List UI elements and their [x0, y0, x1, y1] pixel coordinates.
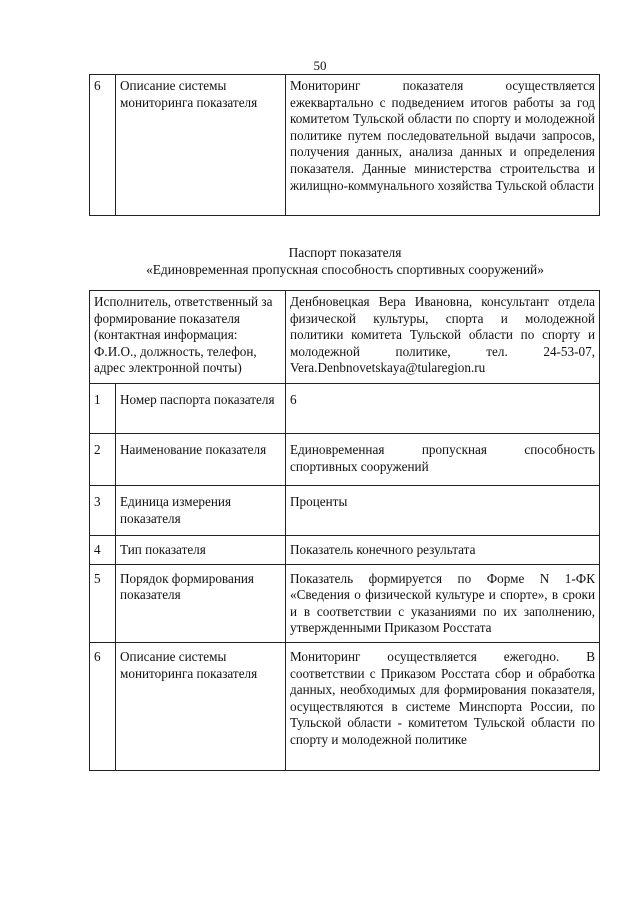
row-label: Наименование показателя	[116, 434, 286, 486]
row-value: Проценты	[286, 486, 600, 536]
table-row	[90, 564, 600, 642]
table-row	[90, 486, 600, 536]
row-label: Единица измерения показателя	[116, 486, 286, 536]
passport-title-line1: Паспорт показателя	[288, 245, 402, 260]
row-value: Мониторинг показателя осуществляется ежеквартально с подведением итогов работы за год комитетом Тульской области по спорту и молодежной политике путем последовательной выдачи запросов, получения данных, анализа данных и определения показателя. Данные министерства строительства и жилищно-коммунального хозяйства Тульской области	[286, 75, 600, 216]
row-value: Показатель формируется по Форме N 1-ФК «Сведения о физической культуре и спорте», в сроки и в соответствии с указаниями по их заполнению, утвержденными Приказом Росстата	[286, 564, 600, 642]
executor-label: Исполнитель, ответственный за формирование показателя (контактная информация: Ф.И.О., должность, телефон, адрес электронной почты)	[90, 291, 286, 384]
row-label: Описание системы мониторинга показателя	[116, 642, 286, 770]
passport-table	[89, 290, 600, 771]
executor-value: Денбновецкая Вера Ивановна, консультант отдела физической культуры, спорта и молодежной политики комитета Тульской области по спорту и молодежной политике, тел. 24-53-07, Vera.Denbnovetskaya@tularegion.ru	[286, 291, 600, 384]
table-row	[90, 384, 600, 434]
row-label: Номер паспорта показателя	[116, 384, 286, 434]
row-number: 6	[90, 75, 116, 216]
row-value: Показатель конечного результата	[286, 536, 600, 565]
page-number: 50	[313, 58, 327, 73]
row-label: Порядок формирования показателя	[116, 564, 286, 642]
table-row	[90, 434, 600, 486]
row-value: 6	[286, 384, 600, 434]
row-number: 5	[90, 564, 116, 642]
row-value: Мониторинг осуществляется ежегодно. В соответствии с Приказом Росстата сбор и обработка данных, необходимых для формирования показателя, осуществляются в системе Минспорта России, по Тульской области - комитетом Тульской области по спорту и молодежной политике	[286, 642, 600, 770]
table-row	[90, 536, 600, 565]
indicator-continuation-table	[89, 74, 600, 216]
table-row	[90, 75, 600, 216]
row-number: 2	[90, 434, 116, 486]
row-label: Тип показателя	[116, 536, 286, 565]
table-row	[90, 642, 600, 770]
row-number: 4	[90, 536, 116, 565]
table-row	[90, 291, 600, 384]
row-label: Описание системы мониторинга показателя	[116, 75, 286, 216]
row-number: 6	[90, 642, 116, 770]
passport-title-line2: «Единовременная пропускная способность спортивных сооружений»	[146, 262, 544, 277]
row-value: Единовременная пропускная способность спортивных сооружений	[286, 434, 600, 486]
passport-title	[0, 244, 640, 278]
row-number: 3	[90, 486, 116, 536]
row-number: 1	[90, 384, 116, 434]
